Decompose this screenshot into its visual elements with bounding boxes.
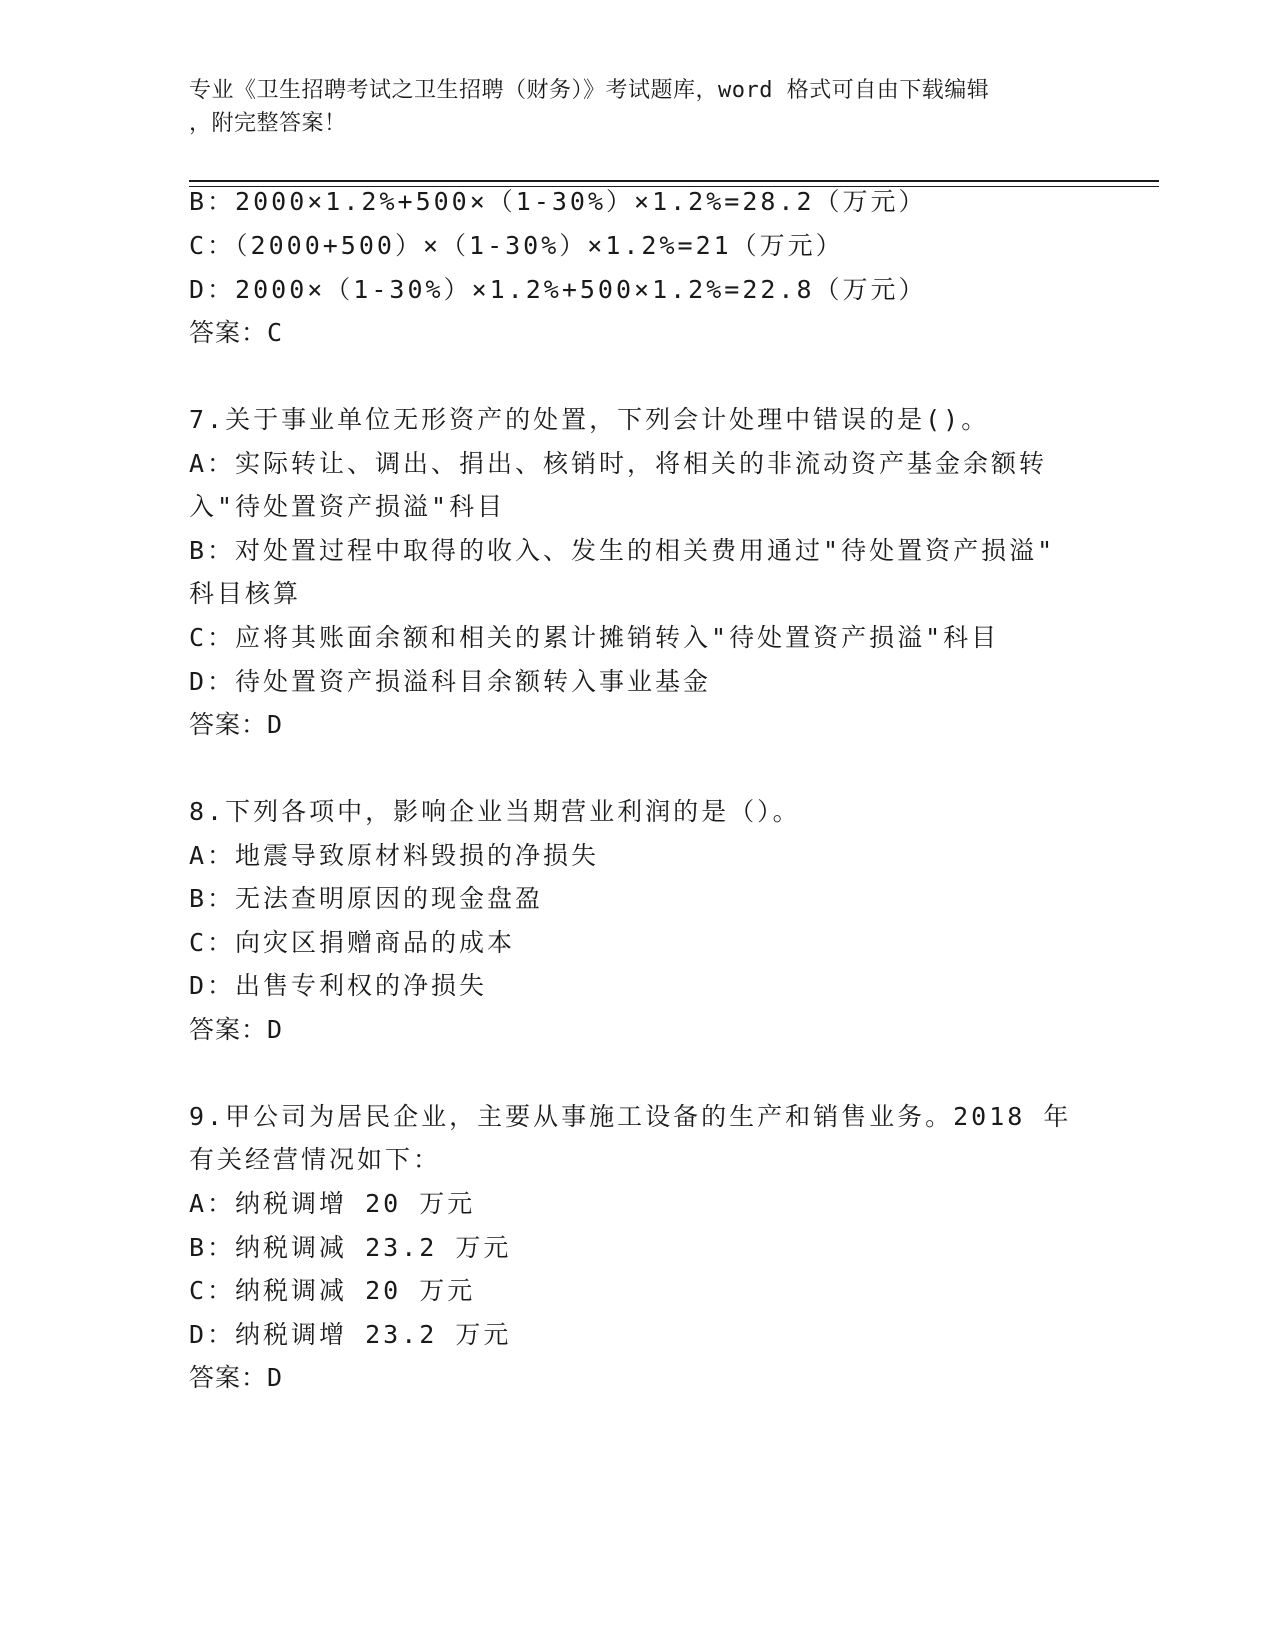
q6-option-b: B：2000×1.2%+500×（1-30%）×1.2%=28.2（万元） — [189, 187, 927, 216]
q9-option-d: D：纳税调增 23.2 万元 — [189, 1320, 512, 1349]
q7-option-a-line1: A：实际转让、调出、捐出、核销时，将相关的非流动资产基金余额转 — [189, 449, 1048, 478]
q9-option-b: B：纳税调减 23.2 万元 — [189, 1233, 512, 1262]
q7-stem: 7.关于事业单位无形资产的处置，下列会计处理中错误的是()。 — [189, 405, 990, 434]
q8-option-d: D：出售专利权的净损失 — [189, 971, 488, 1000]
q9-option-c: C：纳税调减 20 万元 — [189, 1276, 476, 1305]
q7-option-d: D：待处置资产损溢科目余额转入事业基金 — [189, 667, 712, 696]
q8-option-b: B：无法查明原因的现金盘盈 — [189, 884, 544, 913]
q8-answer: 答案：D — [189, 1015, 284, 1044]
q7-option-c: C：应将其账面余额和相关的累计摊销转入"待处置资产损溢"科目 — [189, 623, 1000, 652]
document-header — [189, 74, 1069, 140]
q7-answer: 答案：D — [189, 710, 284, 739]
q7-option-b-line1: B：对处置过程中取得的收入、发生的相关费用通过"待处置资产损溢" — [189, 536, 1056, 565]
q7-option-a-line2: 入"待处置资产损溢"科目 — [189, 492, 506, 521]
q8-option-a: A：地震导致原材料毁损的净损失 — [189, 841, 600, 870]
q8-option-c: C：向灾区捐赠商品的成本 — [189, 928, 516, 957]
q8-stem: 8.下列各项中，影响企业当期营业利润的是（）。 — [189, 797, 801, 826]
q7-option-b-line2: 科目核算 — [189, 579, 302, 608]
q9-stem-line1: 9.甲公司为居民企业，主要从事施工设备的生产和销售业务。2018 年 — [189, 1102, 1072, 1131]
header-line-2: ，附完整答案！ — [189, 111, 347, 136]
q9-answer: 答案：D — [189, 1363, 284, 1392]
q9-option-a: A：纳税调增 20 万元 — [189, 1189, 476, 1218]
header-line-1: 专业《卫生招聘考试之卫生招聘（财务）》考试题库，word 格式可自由下载编辑 — [189, 78, 990, 103]
q6-option-c: C：（2000+500）×（1-30%）×1.2%=21（万元） — [189, 231, 844, 260]
q6-option-d: D：2000×（1-30%）×1.2%+500×1.2%=22.8（万元） — [189, 275, 927, 304]
q6-answer: 答案：C — [189, 318, 284, 347]
header-rule-thick — [189, 180, 1159, 182]
q9-stem-line2: 有关经营情况如下： — [189, 1145, 442, 1174]
